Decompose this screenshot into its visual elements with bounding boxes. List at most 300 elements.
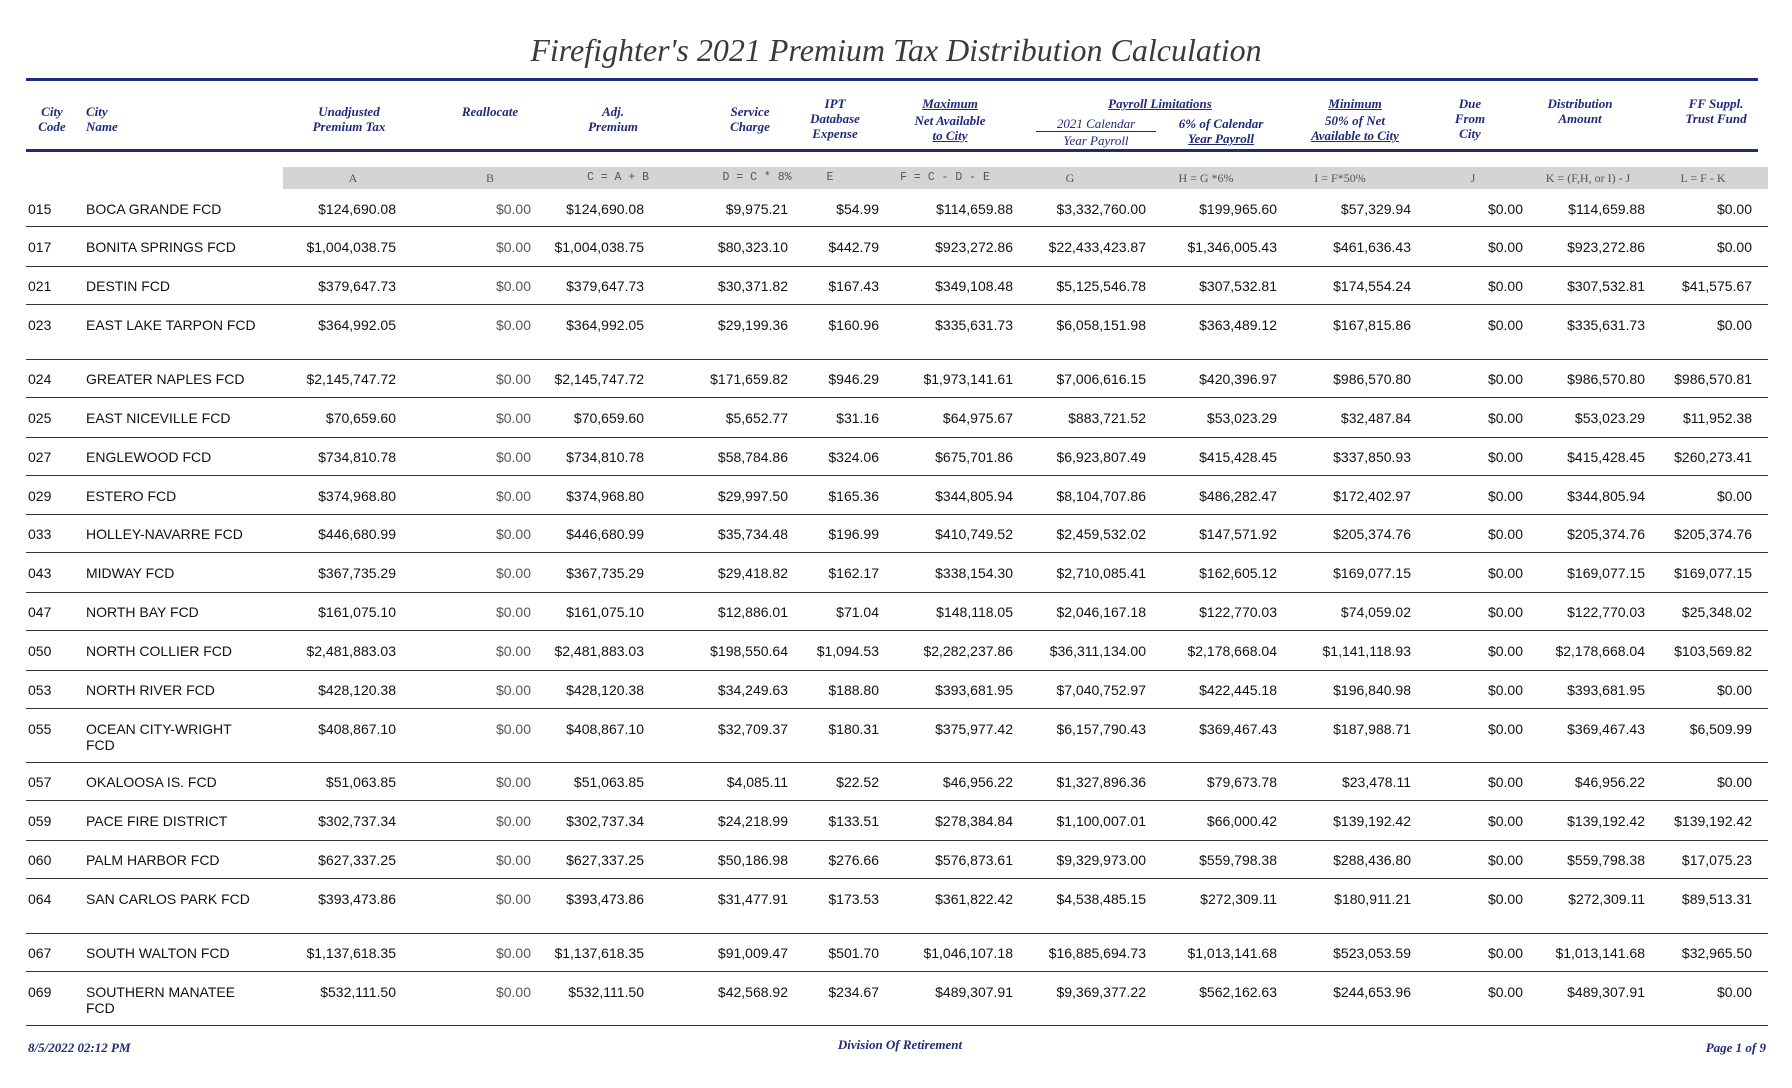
cell-c: $379,647.73 [566,278,644,294]
cell-a: $367,735.29 [318,564,396,581]
cell-b: $0.00 [495,238,531,255]
cell-j: $0.00 [1487,604,1523,620]
cell-l: $205,374.76 [1674,526,1752,542]
cell-i: $167,815.86 [1333,316,1411,333]
cell-code: 015 [28,201,52,217]
cell-f: $675,701.86 [935,449,1013,465]
cell-c: $302,737.34 [566,812,644,829]
col-header-payroll-limitations: Payroll Limitations [1108,96,1212,111]
cell-a: $2,481,883.03 [306,642,396,659]
cell-l: $169,077.15 [1674,564,1752,581]
cell-b: $0.00 [495,201,531,217]
cell-g: $3,332,760.00 [1056,201,1146,217]
cell-g: $5,125,546.78 [1056,278,1146,294]
table-row [26,593,1768,631]
cell-k: $344,805.94 [1567,487,1645,504]
footer-division: Division Of Retirement [837,1037,963,1052]
cell-l: $103,569.82 [1674,642,1752,659]
cell-h: $307,532.81 [1199,278,1277,294]
formula-k: K = (F,H, or I) - J [1545,171,1631,185]
cell-k: $489,307.91 [1567,983,1645,1000]
cell-d: $4,085.11 [726,774,788,790]
cell-h: $66,000.42 [1206,812,1277,829]
cell-f: $576,873.61 [935,852,1013,868]
cell-l: $139,192.42 [1674,812,1752,829]
cell-d: $9,975.21 [725,201,788,217]
cell-a: $446,680.99 [318,526,396,542]
cell-j: $0.00 [1487,487,1523,504]
cell-k: $53,023.29 [1574,409,1645,426]
cell-i: $523,053.59 [1333,945,1411,961]
cell-i: $169,077.15 [1333,564,1411,581]
table-row [26,880,1768,934]
cell-g: $4,538,485.15 [1056,890,1146,907]
cell-f: $1,973,141.61 [923,371,1013,387]
table-row [26,306,1768,360]
col-header-service-charge: Service Charge [730,104,770,134]
formula-f: F = C - D - E [900,171,990,184]
header-top-rule [26,78,1758,81]
cell-k: $415,428.45 [1567,449,1645,465]
cell-j: $0.00 [1487,812,1523,829]
formula-b: B [485,171,494,185]
formula-e: E [826,171,834,184]
cell-b: $0.00 [495,774,531,790]
cell-name: BOCA GRANDE FCD [86,201,222,217]
cell-a: $532,111.50 [320,983,396,1000]
cell-name: HOLLEY-NAVARRE FCD [86,526,243,542]
cell-code: 017 [28,238,52,255]
cell-h: $272,309.11 [1200,890,1277,907]
col-header-due-from-city: Due From City [1454,96,1486,141]
cell-c: $161,075.10 [566,604,644,620]
cell-j: $0.00 [1487,564,1523,581]
table-row [26,802,1768,841]
cell-f: $349,108.48 [935,278,1013,294]
cell-c: $1,137,618.35 [554,945,644,961]
cell-e: $1,094.53 [816,642,879,659]
cell-c: $2,145,747.72 [554,371,644,387]
cell-j: $0.00 [1487,238,1523,255]
cell-g: $6,058,151.98 [1056,316,1146,333]
cell-l: $986,570.81 [1674,371,1752,387]
cell-h: $420,396.97 [1199,371,1277,387]
cell-k: $923,272.86 [1567,238,1645,255]
cell-f: $2,282,237.86 [923,642,1013,659]
cell-j: $0.00 [1487,409,1523,426]
table-row [26,632,1768,671]
cell-name: DESTIN FCD [86,278,170,294]
cell-g: $6,923,807.49 [1056,449,1146,465]
cell-name: SAN CARLOS PARK FCD [86,890,250,907]
cell-d: $32,709.37 [717,720,788,737]
formula-l: L = F - K [1680,171,1726,185]
cell-k: $139,192.42 [1567,812,1645,829]
cell-name: GREATER NAPLES FCD [86,371,245,387]
cell-h: $1,346,005.43 [1187,238,1277,255]
cell-l: $0.00 [1716,682,1752,698]
cell-g: $8,104,707.86 [1056,487,1146,504]
cell-d: $30,371.82 [717,278,788,294]
cell-c: $374,968.80 [566,487,644,504]
cell-e: $54.99 [836,201,879,217]
cell-h: $422,445.18 [1199,682,1277,698]
table-row [26,399,1768,438]
cell-f: $1,046,107.18 [923,945,1013,961]
cell-h: $369,467.43 [1199,720,1277,737]
cell-j: $0.00 [1487,774,1523,790]
cell-k: $307,532.81 [1567,278,1645,294]
cell-b: $0.00 [495,316,531,333]
cell-d: $29,199.36 [717,316,788,333]
cell-g: $2,459,532.02 [1056,526,1146,542]
cell-f: $344,805.94 [935,487,1013,504]
cell-l: $0.00 [1716,774,1752,790]
col-header-six-percent-payroll: 6% of Calendar Year Payroll [1178,116,1264,146]
cell-name: SOUTHERN MANATEE FCD [86,983,236,1016]
table-row [26,438,1768,476]
table-row [26,554,1768,593]
cell-j: $0.00 [1487,642,1523,659]
formula-i: I = F*50% [1314,171,1366,185]
cell-a: $379,647.73 [318,278,396,294]
cell-b: $0.00 [495,890,531,907]
cell-b: $0.00 [495,720,531,737]
header-bottom-rule [26,149,1758,152]
cell-e: $324.06 [828,449,879,465]
cell-l: $6,509.99 [1689,720,1752,737]
cell-code: 069 [28,983,52,1000]
cell-e: $162.17 [828,564,879,581]
cell-name: PACE FIRE DISTRICT [86,812,228,829]
cell-f: $375,977.42 [935,720,1013,737]
cell-f: $64,975.67 [942,409,1013,426]
cell-k: $169,077.15 [1567,564,1645,581]
cell-f: $923,272.86 [935,238,1013,255]
col-header-city-name: City Name [86,104,118,134]
cell-h: $53,023.29 [1206,409,1277,426]
cell-f: $410,749.52 [935,526,1013,542]
cell-i: $1,141,118.93 [1322,642,1411,659]
cell-l: $260,273.41 [1674,449,1752,465]
cell-code: 024 [28,371,52,387]
cell-e: $276.66 [828,852,879,868]
cell-c: $70,659.60 [573,409,644,426]
table-row [26,360,1768,398]
cell-g: $9,329,973.00 [1056,852,1146,868]
cell-e: $234.67 [828,983,879,1000]
col-header-unadjusted: Unadjusted Premium Tax [312,104,386,134]
cell-code: 023 [28,316,52,333]
cell-d: $91,009.47 [717,945,788,961]
cell-h: $562,162.63 [1199,983,1277,1000]
cell-d: $29,418.82 [717,564,788,581]
cell-c: $627,337.25 [566,852,644,868]
cell-a: $408,867.10 [318,720,396,737]
cell-f: $148,118.05 [936,604,1013,620]
cell-b: $0.00 [495,487,531,504]
cell-i: $244,653.96 [1333,983,1411,1000]
cell-l: $32,965.50 [1681,945,1752,961]
col-header-reallocate: Reallocate [461,104,519,119]
cell-j: $0.00 [1487,449,1523,465]
cell-e: $180.31 [828,720,879,737]
cell-f: $335,631.73 [935,316,1013,333]
formula-h: H = G *6% [1178,171,1234,185]
cell-name: NORTH RIVER FCD [86,682,215,698]
col-header-city-code: City Code [38,104,66,134]
cell-l: $89,513.31 [1681,890,1752,907]
cell-name: ENGLEWOOD FCD [86,449,212,465]
report-title: Firefighter's 2021 Premium Tax Distribution Calculation [530,32,1262,68]
cell-f: $46,956.22 [942,774,1013,790]
col-header-adj-premium: Adj. Premium [588,104,638,134]
cell-f: $114,659.88 [936,201,1013,217]
cell-j: $0.00 [1487,890,1523,907]
formula-d: D = C * 8% [722,171,792,184]
cell-e: $196.99 [828,526,879,542]
cell-i: $74,059.02 [1340,604,1411,620]
cell-l: $41,575.67 [1681,278,1752,294]
cell-a: $364,992.05 [318,316,396,333]
cell-code: 060 [28,852,52,868]
cell-f: $393,681.95 [935,682,1013,698]
cell-g: $7,006,616.15 [1056,371,1146,387]
cell-i: $337,850.93 [1333,449,1411,465]
cell-f: $489,307.91 [935,983,1013,1000]
table-row [26,763,1768,801]
cell-l: $17,075.23 [1681,852,1752,868]
cell-g: $2,046,167.18 [1056,604,1146,620]
cell-i: $57,329.94 [1340,201,1411,217]
cell-b: $0.00 [495,983,531,1000]
cell-j: $0.00 [1487,682,1523,698]
cell-c: $393,473.86 [566,890,644,907]
cell-j: $0.00 [1487,526,1523,542]
cell-i: $205,374.76 [1333,526,1411,542]
cell-name: NORTH COLLIER FCD [86,642,232,659]
table-row [26,710,1768,763]
cell-i: $196,840.98 [1333,682,1411,698]
table-row [26,671,1768,709]
cell-c: $428,120.38 [566,682,644,698]
cell-b: $0.00 [495,449,531,465]
cell-d: $29,997.50 [717,487,788,504]
cell-g: $22,433,423.87 [1048,238,1146,255]
table-row [26,934,1768,972]
cell-g: $1,100,007.01 [1056,812,1146,829]
cell-a: $1,004,038.75 [306,238,396,255]
cell-name: MIDWAY FCD [86,564,175,581]
cell-f: $338,154.30 [935,564,1013,581]
col-header-maximum: Maximum Net Available to City [914,96,986,143]
cell-name: BONITA SPRINGS FCD [86,238,236,255]
cell-i: $32,487.84 [1340,409,1411,426]
formula-band [283,167,1768,189]
cell-k: $2,178,668.04 [1555,642,1645,659]
cell-a: $393,473.86 [318,890,396,907]
cell-k: $559,798.38 [1567,852,1645,868]
cell-a: $302,737.34 [318,812,396,829]
col-header-ff-suppl: FF Suppl. Trust Fund [1685,96,1747,126]
cell-e: $188.80 [828,682,879,698]
cell-code: 064 [28,890,52,907]
cell-a: $51,063.85 [325,774,396,790]
cell-b: $0.00 [495,642,531,659]
cell-c: $51,063.85 [573,774,644,790]
cell-e: $442.79 [828,238,879,255]
cell-a: $428,120.38 [318,682,396,698]
cell-c: $446,680.99 [566,526,644,542]
cell-a: $374,968.80 [318,487,396,504]
cell-code: 053 [28,682,52,698]
cell-c: $532,111.50 [568,983,644,1000]
cell-c: $364,992.05 [566,316,644,333]
cell-h: $363,489.12 [1199,316,1277,333]
cell-code: 059 [28,812,52,829]
table-row [26,841,1768,879]
cell-f: $278,384.84 [935,812,1013,829]
cell-b: $0.00 [495,409,531,426]
cell-e: $71.04 [836,604,879,620]
cell-e: $173.53 [828,890,879,907]
cell-name: EAST NICEVILLE FCD [86,409,231,426]
cell-d: $80,323.10 [717,238,788,255]
table-row [26,477,1768,515]
cell-code: 027 [28,449,52,465]
cell-b: $0.00 [495,852,531,868]
table-row [26,973,1768,1026]
cell-h: $486,282.47 [1199,487,1277,504]
cell-h: $122,770.03 [1199,604,1277,620]
cell-name: OKALOOSA IS. FCD [86,774,217,790]
formula-g: G [1065,171,1075,185]
cell-a: $2,145,747.72 [306,371,396,387]
cell-d: $35,734.48 [717,526,788,542]
cell-i: $288,436.80 [1333,852,1411,868]
cell-c: $2,481,883.03 [554,642,644,659]
cell-h: $2,178,668.04 [1187,642,1277,659]
col-header-calendar-payroll: 2021 Calendar Year Payroll [1036,116,1156,148]
cell-j: $0.00 [1487,371,1523,387]
cell-k: $205,374.76 [1567,526,1645,542]
cell-code: 025 [28,409,52,426]
cell-g: $2,710,085.41 [1056,564,1146,581]
cell-d: $34,249.63 [717,682,788,698]
cell-l: $0.00 [1716,238,1752,255]
formula-j: J [1470,171,1476,185]
cell-code: 033 [28,526,52,542]
formula-c: C = A + B [586,171,650,184]
cell-code: 067 [28,945,52,961]
cell-c: $1,004,038.75 [554,238,644,255]
cell-l: $0.00 [1716,983,1752,1000]
cell-b: $0.00 [495,812,531,829]
cell-code: 029 [28,487,52,504]
cell-g: $36,311,134.00 [1049,642,1146,659]
cell-k: $393,681.95 [1567,682,1645,698]
cell-d: $42,568.92 [717,983,788,1000]
cell-name: PALM HARBOR FCD [86,852,220,868]
cell-c: $734,810.78 [566,449,644,465]
cell-i: $986,570.80 [1333,371,1411,387]
cell-b: $0.00 [495,278,531,294]
cell-d: $58,784.86 [717,449,788,465]
cell-b: $0.00 [495,564,531,581]
cell-b: $0.00 [495,526,531,542]
cell-code: 021 [28,278,52,294]
cell-j: $0.00 [1487,201,1523,217]
cell-a: $627,337.25 [318,852,396,868]
cell-k: $114,659.88 [1568,201,1645,217]
cell-d: $171,659.82 [710,371,788,387]
cell-h: $1,013,141.68 [1187,945,1277,961]
cell-b: $0.00 [495,371,531,387]
cell-k: $1,013,141.68 [1555,945,1645,961]
cell-e: $946.29 [828,371,879,387]
cell-l: $11,952.38 [1682,409,1752,426]
cell-code: 047 [28,604,52,620]
cell-e: $160.96 [828,316,879,333]
cell-e: $165.36 [828,487,879,504]
cell-c: $408,867.10 [566,720,644,737]
cell-code: 057 [28,774,52,790]
cell-e: $133.51 [828,812,879,829]
cell-a: $161,075.10 [318,604,396,620]
cell-code: 055 [28,720,52,737]
cell-l: $0.00 [1716,316,1752,333]
col-header-ipt: IPT Database Expense [810,96,860,141]
cell-name: NORTH BAY FCD [86,604,199,620]
cell-g: $16,885,694.73 [1048,945,1146,961]
cell-h: $162,605.12 [1199,564,1277,581]
cell-b: $0.00 [495,945,531,961]
cell-code: 050 [28,642,52,659]
cell-a: $1,137,618.35 [306,945,396,961]
cell-k: $122,770.03 [1567,604,1645,620]
cell-g: $7,040,752.97 [1056,682,1146,698]
cell-i: $139,192.42 [1333,812,1411,829]
cell-name: OCEAN CITY-WRIGHT FCD [86,720,232,753]
col-header-distribution: Distribution Amount [1547,96,1613,126]
cell-k: $335,631.73 [1567,316,1645,333]
cell-l: $0.00 [1716,201,1752,217]
cell-b: $0.00 [495,682,531,698]
cell-k: $46,956.22 [1574,774,1645,790]
cell-k: $272,309.11 [1568,890,1645,907]
cell-e: $501.70 [828,945,879,961]
cell-c: $124,690.08 [566,201,644,217]
cell-k: $986,570.80 [1567,371,1645,387]
cell-l: $0.00 [1716,487,1752,504]
cell-j: $0.00 [1487,983,1523,1000]
cell-i: $23,478.11 [1341,774,1411,790]
table-row [26,267,1768,305]
cell-h: $415,428.45 [1199,449,1277,465]
cell-l: $25,348.02 [1681,604,1752,620]
cell-j: $0.00 [1487,316,1523,333]
cell-c: $367,735.29 [566,564,644,581]
cell-name: EAST LAKE TARPON FCD [86,316,256,333]
table-row [26,515,1768,553]
cell-i: $180,911.21 [1334,890,1411,907]
cell-h: $559,798.38 [1199,852,1277,868]
formula-a: A [348,171,358,185]
table-row [26,190,1768,227]
cell-e: $167.43 [828,278,879,294]
cell-d: $50,186.98 [717,852,788,868]
cell-j: $0.00 [1487,278,1523,294]
